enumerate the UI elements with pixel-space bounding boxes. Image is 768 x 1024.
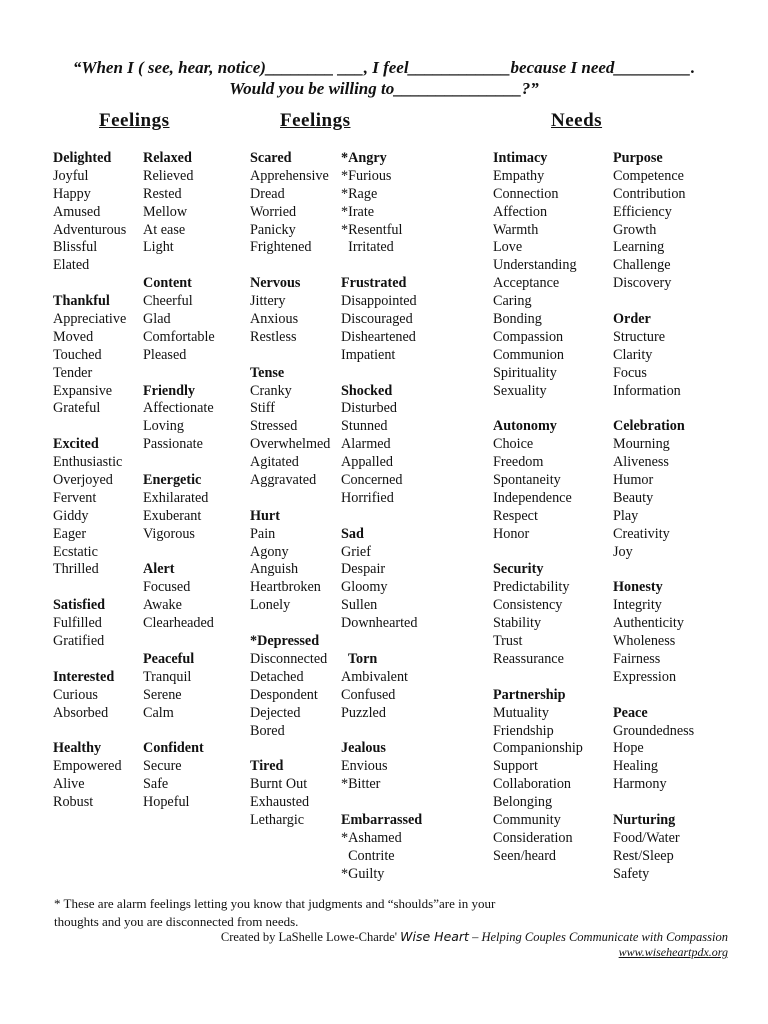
word-item: Wholeness — [613, 633, 676, 650]
word-item: Serene — [143, 686, 182, 703]
group-title: Relaxed — [143, 150, 192, 166]
word-item: Puzzled — [341, 704, 386, 721]
word-item: Communion — [493, 346, 564, 363]
word-item: Adventurous — [53, 221, 127, 238]
word-item: Absorbed — [53, 704, 109, 721]
word-item: Learning — [613, 239, 665, 256]
group-title: Torn — [341, 650, 378, 667]
word-item: Agony — [250, 543, 289, 560]
feelings-heading: Feelings — [280, 110, 351, 131]
word-item: Contrite — [341, 847, 395, 864]
word-item: Exhilarated — [143, 489, 209, 506]
word-item: Gloomy — [341, 579, 388, 596]
word-item: Overjoyed — [53, 472, 113, 489]
credit-author: Created by LaShelle Lowe-Charde' — [220, 930, 398, 944]
word-item: Despondent — [250, 686, 318, 703]
word-item: Belonging — [493, 794, 553, 811]
word-item: Empathy — [493, 167, 545, 184]
word-item: Despair — [341, 561, 386, 578]
word-group — [143, 651, 215, 723]
word-item: *Furious — [341, 167, 392, 184]
word-item: Companionship — [493, 740, 583, 757]
word-item: Apprehensive — [250, 167, 329, 184]
word-item: Eager — [53, 525, 87, 542]
word-item: Anguish — [250, 561, 299, 578]
word-item: Clarity — [613, 346, 653, 363]
group-title: Scared — [250, 150, 292, 166]
word-item: Groundedness — [613, 722, 695, 739]
word-group — [613, 705, 694, 794]
word-group — [341, 526, 422, 633]
word-item: Choice — [493, 436, 534, 453]
group-title: Hurt — [250, 507, 280, 524]
word-item: Calm — [143, 704, 174, 721]
word-item: Aggravated — [250, 472, 317, 489]
word-item: At ease — [143, 221, 186, 238]
word-item: Friendship — [493, 722, 554, 739]
word-group — [53, 597, 126, 651]
word-item: Envious — [341, 758, 388, 775]
word-group — [143, 472, 215, 544]
word-item: Appalled — [341, 454, 394, 471]
word-item: Consideration — [493, 829, 573, 846]
word-item: Blissful — [53, 239, 98, 256]
word-item: Rest/Sleep — [613, 847, 674, 864]
website-link[interactable]: www.wiseheartpdx.org — [618, 945, 728, 959]
group-title: Excited — [53, 436, 99, 453]
word-item: Frightened — [250, 239, 312, 256]
group-title: Embarrassed — [341, 811, 423, 828]
word-group — [143, 561, 215, 633]
word-item: Affection — [493, 203, 548, 220]
word-item: Efficiency — [613, 203, 672, 220]
group-title: Thankful — [53, 293, 110, 310]
feelings-heading: Feelings — [99, 110, 170, 131]
word-item: Honor — [493, 525, 530, 542]
group-title: Honesty — [613, 579, 663, 596]
word-item: Authenticity — [613, 615, 684, 632]
word-item: Impatient — [341, 346, 396, 363]
word-item: Humor — [613, 472, 654, 489]
needs-heading: Needs — [551, 110, 603, 131]
group-title: Partnership — [493, 686, 566, 703]
word-item: Seen/heard — [493, 847, 557, 864]
word-group — [250, 508, 330, 615]
word-item: Relieved — [143, 167, 194, 184]
word-item: Appreciative — [53, 311, 127, 328]
group-title: Purpose — [613, 150, 663, 166]
word-item: Independence — [493, 489, 572, 506]
word-item: Mutuality — [493, 704, 549, 721]
word-group — [341, 740, 422, 794]
word-item: Giddy — [53, 507, 89, 524]
word-group — [143, 275, 215, 364]
word-item: Safety — [613, 865, 650, 882]
word-item: Ambivalent — [341, 668, 408, 685]
word-item: Hopeful — [143, 794, 190, 811]
word-item: Gratified — [53, 633, 105, 650]
word-group — [341, 383, 422, 508]
word-item: Awake — [143, 597, 182, 614]
word-item: Respect — [493, 507, 538, 524]
word-group — [250, 275, 330, 347]
word-item: Cranky — [250, 382, 292, 399]
group-title: Shocked — [341, 382, 393, 399]
group-title: Interested — [53, 668, 115, 685]
word-item: Fulfilled — [53, 615, 102, 632]
word-item: Passionate — [143, 436, 203, 453]
word-item: Grief — [341, 543, 371, 560]
word-item: Expansive — [53, 382, 113, 399]
word-item: Understanding — [493, 257, 577, 274]
word-item: Robust — [53, 794, 94, 811]
word-item: Beauty — [613, 489, 654, 506]
word-item: *Irate — [341, 203, 375, 220]
word-item: Lonely — [250, 597, 291, 614]
group-title: Jealous — [341, 740, 386, 757]
word-item: Stability — [493, 615, 542, 632]
group-title: Delighted — [53, 150, 112, 166]
word-item: Tranquil — [143, 668, 192, 685]
credit-line — [221, 929, 728, 945]
feelings-column-3 — [250, 150, 330, 830]
group-title: Alert — [143, 561, 175, 578]
word-item: Alive — [53, 776, 85, 793]
word-group — [143, 740, 215, 812]
word-item: Focus — [613, 364, 647, 381]
group-title: *Depressed — [250, 633, 320, 650]
word-group — [143, 383, 215, 455]
word-item: Bored — [250, 722, 285, 739]
group-title: Frustrated — [341, 275, 407, 292]
word-item: Lethargic — [250, 811, 305, 828]
word-item: Dread — [250, 185, 285, 202]
word-item: Anxious — [250, 311, 299, 328]
word-group — [53, 150, 126, 275]
word-item: Alarmed — [341, 436, 391, 453]
word-group — [613, 579, 694, 686]
word-item: Comfortable — [143, 328, 215, 345]
feelings-column-1 — [53, 150, 126, 812]
feelings-column-4 — [341, 150, 422, 884]
group-title: Security — [493, 561, 544, 578]
word-item: Rested — [143, 185, 182, 202]
word-item: Thrilled — [53, 561, 99, 578]
word-item: Integrity — [613, 597, 662, 614]
brand-tagline: – Helping Couples Communicate with Compassion — [472, 930, 728, 944]
word-item: Restless — [250, 328, 297, 345]
word-item: Trust — [493, 633, 523, 650]
word-item: Curious — [53, 686, 98, 703]
word-item: Information — [613, 382, 681, 399]
word-item: Disturbed — [341, 400, 397, 417]
group-title: Nurturing — [613, 811, 676, 828]
word-item: Grateful — [53, 400, 101, 417]
group-title: Nervous — [250, 275, 301, 292]
word-group — [341, 651, 422, 723]
word-item: Exhausted — [250, 794, 310, 811]
word-item: Dejected — [250, 704, 301, 721]
word-item: Play — [613, 507, 639, 524]
word-item: Fairness — [613, 650, 661, 667]
word-item: Happy — [53, 185, 91, 202]
word-item: Predictability — [493, 579, 570, 596]
word-item: Collaboration — [493, 776, 572, 793]
word-item: Elated — [53, 257, 90, 274]
word-item: Pain — [250, 525, 276, 542]
word-item: Joy — [613, 543, 633, 560]
needs-column-1 — [493, 150, 583, 866]
word-item: Moved — [53, 328, 94, 345]
word-item: Confused — [341, 686, 396, 703]
word-item: Horrified — [341, 489, 394, 506]
word-item: Connection — [493, 185, 559, 202]
word-item: Panicky — [250, 221, 296, 238]
word-item: Jittery — [250, 293, 286, 310]
word-item: Challenge — [613, 257, 671, 274]
word-item: Stiff — [250, 400, 275, 417]
word-group — [53, 436, 126, 579]
word-group — [341, 275, 422, 364]
word-item: Compassion — [493, 328, 564, 345]
word-item: Exuberant — [143, 507, 202, 524]
group-title: Content — [143, 275, 192, 292]
word-item: Detached — [250, 668, 304, 685]
word-item: Heartbroken — [250, 579, 321, 596]
word-item: Ecstatic — [53, 543, 98, 560]
needs-column-2 — [613, 150, 694, 884]
group-title: Intimacy — [493, 150, 548, 166]
word-item: Safe — [143, 776, 169, 793]
word-item: Disappointed — [341, 293, 417, 310]
request-template: Would you be willing to_______________?” — [229, 79, 539, 98]
word-item: Consistency — [493, 597, 563, 614]
word-item: Focused — [143, 579, 191, 596]
word-group — [613, 311, 694, 400]
word-item: Warmth — [493, 221, 539, 238]
group-title: Tense — [250, 364, 285, 381]
word-item: Reassurance — [493, 650, 564, 667]
group-title: Energetic — [143, 472, 202, 489]
group-title: Order — [613, 311, 651, 328]
word-group — [493, 418, 583, 543]
word-item: Light — [143, 239, 174, 256]
word-item: Community — [493, 811, 561, 828]
word-group — [53, 669, 126, 723]
sentence-template: “When I ( see, hear, notice)________ ___, I feel____________because I need_________. — [72, 58, 696, 77]
word-item: Discouraged — [341, 311, 413, 328]
group-title: Friendly — [143, 382, 196, 399]
word-item: Secure — [143, 758, 182, 775]
word-item: Touched — [53, 346, 102, 363]
group-title: Healthy — [53, 740, 102, 757]
word-group — [143, 150, 215, 257]
word-item: Acceptance — [493, 275, 560, 292]
brand-name: Wise Heart — [400, 929, 469, 944]
word-item: Disconnected — [250, 650, 328, 667]
word-item: Food/Water — [613, 829, 680, 846]
word-group — [613, 418, 694, 561]
word-item: Clearheaded — [143, 615, 214, 632]
group-title: Peace — [613, 704, 648, 721]
group-title: Satisfied — [53, 597, 106, 614]
word-item: Expression — [613, 668, 677, 685]
word-item: Disheartened — [341, 328, 416, 345]
word-item: Love — [493, 239, 523, 256]
word-group — [53, 293, 126, 418]
group-title: Celebration — [613, 418, 685, 435]
word-item: Amused — [53, 203, 101, 220]
group-title: Sad — [341, 525, 364, 542]
group-title: Confident — [143, 740, 204, 757]
word-item: Fervent — [53, 489, 97, 506]
word-item: Irritated — [341, 239, 394, 256]
group-title: Autonomy — [493, 418, 557, 435]
word-item: Healing — [613, 758, 658, 775]
word-item: Joyful — [53, 167, 89, 184]
word-item: Concerned — [341, 472, 403, 489]
word-item: Tender — [53, 364, 93, 381]
word-group — [341, 812, 422, 884]
word-item: Bonding — [493, 311, 542, 328]
word-item: Worried — [250, 203, 297, 220]
word-group — [341, 150, 422, 257]
word-item: Discovery — [613, 275, 672, 292]
group-title: Tired — [250, 758, 284, 775]
word-group — [250, 633, 330, 740]
word-item: Stunned — [341, 418, 388, 435]
word-item: Downhearted — [341, 615, 418, 632]
word-item: Hope — [613, 740, 644, 757]
word-group — [250, 150, 330, 257]
word-item: Burnt Out — [250, 776, 308, 793]
group-title: *Angry — [341, 150, 387, 166]
word-group — [53, 740, 126, 812]
word-item: Sullen — [341, 597, 378, 614]
group-title: Peaceful — [143, 650, 195, 667]
word-item: *Resentful — [341, 221, 403, 238]
word-item: Support — [493, 758, 538, 775]
word-group — [250, 365, 330, 490]
word-item: Growth — [613, 221, 657, 238]
word-item: Aliveness — [613, 454, 669, 471]
word-item: *Rage — [341, 185, 378, 202]
word-item: Empowered — [53, 758, 122, 775]
word-item: Contribution — [613, 185, 686, 202]
word-item: Spontaneity — [493, 472, 561, 489]
word-item: Caring — [493, 293, 532, 310]
word-item: Overwhelmed — [250, 436, 331, 453]
word-item: Agitated — [250, 454, 299, 471]
word-item: Loving — [143, 418, 184, 435]
word-item: Pleased — [143, 346, 187, 363]
word-item: Creativity — [613, 525, 670, 542]
alarm-feelings-footnote: * These are alarm feelings letting you know that judgments and “shoulds”are in your thoughts and you are disconnected from needs. — [54, 896, 496, 929]
word-item: Glad — [143, 311, 171, 328]
word-item: *Ashamed — [341, 829, 402, 846]
word-item: Enthusiastic — [53, 454, 123, 471]
word-item: *Guilty — [341, 865, 385, 882]
word-group — [250, 758, 330, 830]
word-item: Vigorous — [143, 525, 195, 542]
feelings-column-2 — [143, 150, 215, 812]
word-item: Affectionate — [143, 400, 214, 417]
word-item: *Bitter — [341, 776, 381, 793]
word-item: Mourning — [613, 436, 670, 453]
word-item: Sexuality — [493, 382, 547, 399]
word-group — [613, 812, 694, 884]
word-item: Competence — [613, 167, 684, 184]
word-group — [613, 150, 694, 293]
word-item: Cheerful — [143, 293, 193, 310]
word-item: Mellow — [143, 203, 188, 220]
word-item: Harmony — [613, 776, 667, 793]
word-group — [493, 150, 583, 400]
word-group — [493, 561, 583, 668]
word-group — [493, 687, 583, 866]
word-item: Stressed — [250, 418, 298, 435]
word-item: Structure — [613, 328, 666, 345]
word-item: Freedom — [493, 454, 544, 471]
word-item: Spirituality — [493, 364, 557, 381]
